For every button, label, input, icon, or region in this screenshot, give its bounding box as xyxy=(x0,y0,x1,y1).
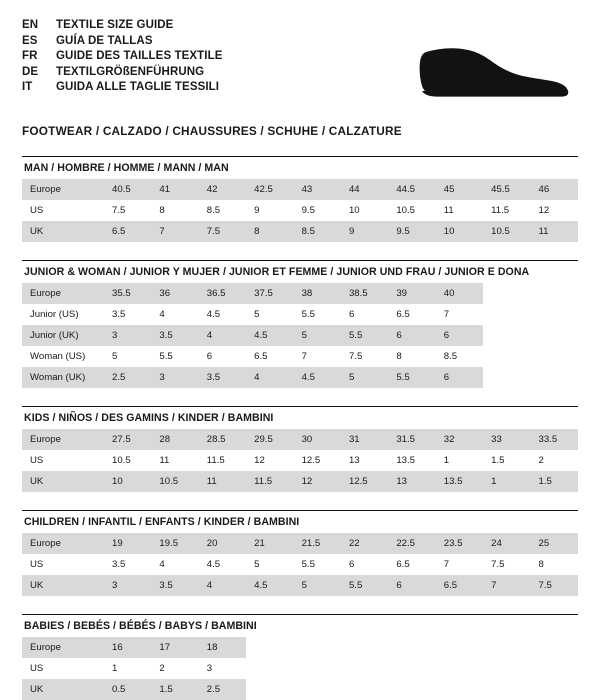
size-cell: 8 xyxy=(531,554,578,575)
empty-cell xyxy=(531,679,578,700)
size-table xyxy=(22,179,578,242)
size-cell: 12 xyxy=(531,200,578,221)
empty-cell xyxy=(246,637,293,658)
table-row xyxy=(22,429,578,450)
size-cell: 10.5 xyxy=(483,221,530,242)
empty-cell xyxy=(483,325,530,346)
size-cell: 8 xyxy=(388,346,435,367)
table-row xyxy=(22,325,578,346)
size-cell: 5.5 xyxy=(388,367,435,388)
row-label: Europe xyxy=(22,283,104,304)
size-cell: 6 xyxy=(436,325,483,346)
size-cell: 30 xyxy=(294,429,341,450)
size-cell: 13.5 xyxy=(388,450,435,471)
language-title: TEXTILGRÖßENFÜHRUNG xyxy=(56,65,205,78)
size-cell: 10.5 xyxy=(104,450,151,471)
size-cell: 2.5 xyxy=(104,367,151,388)
empty-cell xyxy=(341,658,388,679)
size-cell: 42.5 xyxy=(246,179,293,200)
size-cell: 22 xyxy=(341,533,388,554)
size-cell: 19 xyxy=(104,533,151,554)
size-cell: 19.5 xyxy=(151,533,198,554)
empty-cell xyxy=(531,658,578,679)
size-cell: 5.5 xyxy=(294,304,341,325)
empty-cell xyxy=(294,679,341,700)
size-cell: 6.5 xyxy=(246,346,293,367)
size-cell: 8.5 xyxy=(199,200,246,221)
size-cell: 1 xyxy=(483,471,530,492)
size-cell: 33 xyxy=(483,429,530,450)
row-label: Europe xyxy=(22,179,104,200)
empty-cell xyxy=(531,325,578,346)
language-title: GUÍA DE TALLAS xyxy=(56,34,153,47)
row-label: Europe xyxy=(22,429,104,450)
size-cell: 8.5 xyxy=(294,221,341,242)
table-row xyxy=(22,637,578,658)
size-table xyxy=(22,637,578,700)
size-cell: 29.5 xyxy=(246,429,293,450)
size-cell: 4.5 xyxy=(246,325,293,346)
size-table xyxy=(22,429,578,492)
section-title: BABIES / BEBÉS / BÉBÉS / BABYS / BAMBINI xyxy=(24,620,257,632)
size-cell: 17 xyxy=(151,637,198,658)
size-cell: 11.5 xyxy=(246,471,293,492)
size-cell: 2 xyxy=(531,450,578,471)
size-cell: 13 xyxy=(388,471,435,492)
empty-cell xyxy=(483,304,530,325)
size-cell: 38.5 xyxy=(341,283,388,304)
category-line: FOOTWEAR / CALZADO / CHAUSSURES / SCHUHE / CALZATURE xyxy=(22,124,402,138)
size-cell: 12 xyxy=(246,450,293,471)
size-cell: 7 xyxy=(436,554,483,575)
size-cell: 4 xyxy=(151,304,198,325)
size-cell: 3 xyxy=(151,367,198,388)
size-cell: 7.5 xyxy=(531,575,578,596)
size-cell: 24 xyxy=(483,533,530,554)
size-cell: 3 xyxy=(104,325,151,346)
language-code: DE xyxy=(22,65,39,78)
section-title: KIDS / NIÑOS / DES GAMINS / KINDER / BAMBINI xyxy=(24,412,274,424)
size-cell: 1.5 xyxy=(483,450,530,471)
section-title: JUNIOR & WOMAN / JUNIOR Y MUJER / JUNIOR ET FEMME / JUNIOR UND FRAU / JUNIOR E DONA xyxy=(24,266,530,278)
size-cell: 36 xyxy=(151,283,198,304)
size-cell: 2 xyxy=(151,658,198,679)
size-cell: 42 xyxy=(199,179,246,200)
size-cell: 5 xyxy=(341,367,388,388)
size-cell: 5 xyxy=(104,346,151,367)
row-label: Junior (US) xyxy=(22,304,104,325)
size-cell: 8 xyxy=(246,221,293,242)
size-cell: 1 xyxy=(104,658,151,679)
row-label: US xyxy=(22,200,104,221)
size-cell: 10 xyxy=(341,200,388,221)
empty-cell xyxy=(483,283,530,304)
size-cell: 6.5 xyxy=(388,304,435,325)
size-cell: 5.5 xyxy=(294,554,341,575)
size-cell: 35.5 xyxy=(104,283,151,304)
size-cell: 4.5 xyxy=(246,575,293,596)
size-cell: 7.5 xyxy=(341,346,388,367)
size-cell: 7.5 xyxy=(483,554,530,575)
size-section xyxy=(22,406,578,492)
size-table xyxy=(22,283,578,388)
size-cell: 7 xyxy=(436,304,483,325)
size-cell: 40.5 xyxy=(104,179,151,200)
size-cell: 5.5 xyxy=(341,325,388,346)
empty-cell xyxy=(483,658,530,679)
size-cell: 2.5 xyxy=(199,679,246,700)
size-cell: 0.5 xyxy=(104,679,151,700)
size-cell: 6.5 xyxy=(104,221,151,242)
size-cell: 36.5 xyxy=(199,283,246,304)
size-cell: 40 xyxy=(436,283,483,304)
size-cell: 46 xyxy=(531,179,578,200)
size-cell: 5 xyxy=(294,325,341,346)
size-cell: 11.5 xyxy=(199,450,246,471)
size-section xyxy=(22,156,578,242)
size-cell: 22.5 xyxy=(388,533,435,554)
size-cell: 7 xyxy=(294,346,341,367)
size-cell: 10.5 xyxy=(388,200,435,221)
row-label: US xyxy=(22,554,104,575)
row-label: Junior (UK) xyxy=(22,325,104,346)
size-cell: 11 xyxy=(151,450,198,471)
empty-cell xyxy=(531,367,578,388)
language-title: GUIDE DES TAILLES TEXTILE xyxy=(56,50,223,62)
size-cell: 4 xyxy=(199,325,246,346)
size-cell: 33.5 xyxy=(531,429,578,450)
size-cell: 9 xyxy=(246,200,293,221)
size-cell: 21.5 xyxy=(294,533,341,554)
row-label: Europe xyxy=(22,637,104,658)
size-cell: 3 xyxy=(104,575,151,596)
size-cell: 32 xyxy=(436,429,483,450)
size-cell: 18 xyxy=(199,637,246,658)
size-cell: 5 xyxy=(246,554,293,575)
size-cell: 39 xyxy=(388,283,435,304)
row-label: US xyxy=(22,450,104,471)
empty-cell xyxy=(388,637,435,658)
size-cell: 38 xyxy=(294,283,341,304)
size-cell: 4.5 xyxy=(294,367,341,388)
language-code: ES xyxy=(22,34,38,47)
section-title: MAN / HOMBRE / HOMME / MANN / MAN xyxy=(24,162,229,174)
size-cell: 12 xyxy=(294,471,341,492)
table-row xyxy=(22,200,578,221)
size-cell: 21 xyxy=(246,533,293,554)
size-cell: 8.5 xyxy=(436,346,483,367)
size-cell: 6 xyxy=(388,325,435,346)
size-cell: 3.5 xyxy=(199,367,246,388)
size-cell: 44.5 xyxy=(388,179,435,200)
size-cell: 7 xyxy=(151,221,198,242)
empty-cell xyxy=(294,658,341,679)
empty-cell xyxy=(388,658,435,679)
language-title: TEXTILE SIZE GUIDE xyxy=(56,19,174,31)
size-section xyxy=(22,614,578,700)
size-cell: 20 xyxy=(199,533,246,554)
size-cell: 44 xyxy=(341,179,388,200)
size-cell: 4 xyxy=(246,367,293,388)
size-cell: 23.5 xyxy=(436,533,483,554)
size-cell: 6 xyxy=(341,304,388,325)
empty-cell xyxy=(388,679,435,700)
table-row xyxy=(22,575,578,596)
size-cell: 43 xyxy=(294,179,341,200)
size-section xyxy=(22,510,578,596)
size-cell: 11 xyxy=(199,471,246,492)
table-row xyxy=(22,304,578,325)
size-cell: 27.5 xyxy=(104,429,151,450)
size-cell: 11 xyxy=(531,221,578,242)
size-cell: 7 xyxy=(483,575,530,596)
size-cell: 1.5 xyxy=(531,471,578,492)
size-cell: 4.5 xyxy=(199,554,246,575)
size-cell: 9.5 xyxy=(294,200,341,221)
size-cell: 6 xyxy=(341,554,388,575)
table-row xyxy=(22,679,578,700)
size-cell: 13.5 xyxy=(436,471,483,492)
size-cell: 28.5 xyxy=(199,429,246,450)
size-cell: 6 xyxy=(388,575,435,596)
size-cell: 10 xyxy=(104,471,151,492)
size-cell: 7.5 xyxy=(199,221,246,242)
table-row xyxy=(22,179,578,200)
dress-shoe-icon xyxy=(382,34,572,104)
row-label: Europe xyxy=(22,533,104,554)
empty-cell xyxy=(246,658,293,679)
empty-cell xyxy=(483,637,530,658)
size-cell: 12.5 xyxy=(341,471,388,492)
row-label: UK xyxy=(22,471,104,492)
size-cell: 7.5 xyxy=(104,200,151,221)
row-label: Woman (US) xyxy=(22,346,104,367)
size-cell: 4.5 xyxy=(199,304,246,325)
table-row xyxy=(22,450,578,471)
size-cell: 45.5 xyxy=(483,179,530,200)
table-row xyxy=(22,471,578,492)
size-cell: 10.5 xyxy=(151,471,198,492)
size-cell: 3.5 xyxy=(104,304,151,325)
table-row xyxy=(22,367,578,388)
language-row xyxy=(22,18,578,34)
empty-cell xyxy=(483,346,530,367)
size-cell: 13 xyxy=(341,450,388,471)
size-cell: 6.5 xyxy=(388,554,435,575)
size-cell: 3.5 xyxy=(104,554,151,575)
size-cell: 37.5 xyxy=(246,283,293,304)
empty-cell xyxy=(531,283,578,304)
size-cell: 28 xyxy=(151,429,198,450)
empty-cell xyxy=(483,679,530,700)
row-label: US xyxy=(22,658,104,679)
size-cell: 9 xyxy=(341,221,388,242)
size-cell: 1 xyxy=(436,450,483,471)
size-cell: 5.5 xyxy=(151,346,198,367)
empty-cell xyxy=(436,679,483,700)
size-cell: 8 xyxy=(151,200,198,221)
empty-cell xyxy=(531,346,578,367)
size-cell: 5 xyxy=(246,304,293,325)
size-cell: 6.5 xyxy=(436,575,483,596)
size-cell: 31.5 xyxy=(388,429,435,450)
size-cell: 6 xyxy=(199,346,246,367)
size-table xyxy=(22,533,578,596)
document-header xyxy=(22,18,578,108)
language-code: EN xyxy=(22,19,39,31)
size-cell: 5 xyxy=(294,575,341,596)
size-cell: 31 xyxy=(341,429,388,450)
size-cell: 3.5 xyxy=(151,325,198,346)
size-cell: 10 xyxy=(436,221,483,242)
size-section xyxy=(22,260,578,388)
size-cell: 3.5 xyxy=(151,575,198,596)
language-title: GUIDA ALLE TAGLIE TESSILI xyxy=(56,81,220,93)
row-label: UK xyxy=(22,679,104,700)
size-cell: 11 xyxy=(436,200,483,221)
empty-cell xyxy=(341,637,388,658)
language-code: IT xyxy=(22,81,33,93)
size-cell: 41 xyxy=(151,179,198,200)
size-cell: 5.5 xyxy=(341,575,388,596)
size-cell: 4 xyxy=(151,554,198,575)
empty-cell xyxy=(246,679,293,700)
language-code: FR xyxy=(22,50,38,62)
section-title: CHILDREN / INFANTIL / ENFANTS / KINDER / BAMBINI xyxy=(24,516,300,528)
size-cell: 3 xyxy=(199,658,246,679)
row-label: UK xyxy=(22,575,104,596)
row-label: Woman (UK) xyxy=(22,367,104,388)
size-cell: 1.5 xyxy=(151,679,198,700)
empty-cell xyxy=(341,679,388,700)
size-cell: 12.5 xyxy=(294,450,341,471)
empty-cell xyxy=(531,304,578,325)
size-tables xyxy=(22,156,578,700)
empty-cell xyxy=(294,637,341,658)
size-cell: 6 xyxy=(436,367,483,388)
size-cell: 45 xyxy=(436,179,483,200)
size-cell: 4 xyxy=(199,575,246,596)
table-row xyxy=(22,221,578,242)
table-row xyxy=(22,533,578,554)
empty-cell xyxy=(436,637,483,658)
size-cell: 9.5 xyxy=(388,221,435,242)
table-row xyxy=(22,554,578,575)
empty-cell xyxy=(436,658,483,679)
size-cell: 16 xyxy=(104,637,151,658)
size-cell: 25 xyxy=(531,533,578,554)
table-row xyxy=(22,283,578,304)
table-row xyxy=(22,346,578,367)
row-label: UK xyxy=(22,221,104,242)
empty-cell xyxy=(483,367,530,388)
empty-cell xyxy=(531,637,578,658)
size-cell: 11.5 xyxy=(483,200,530,221)
table-row xyxy=(22,658,578,679)
